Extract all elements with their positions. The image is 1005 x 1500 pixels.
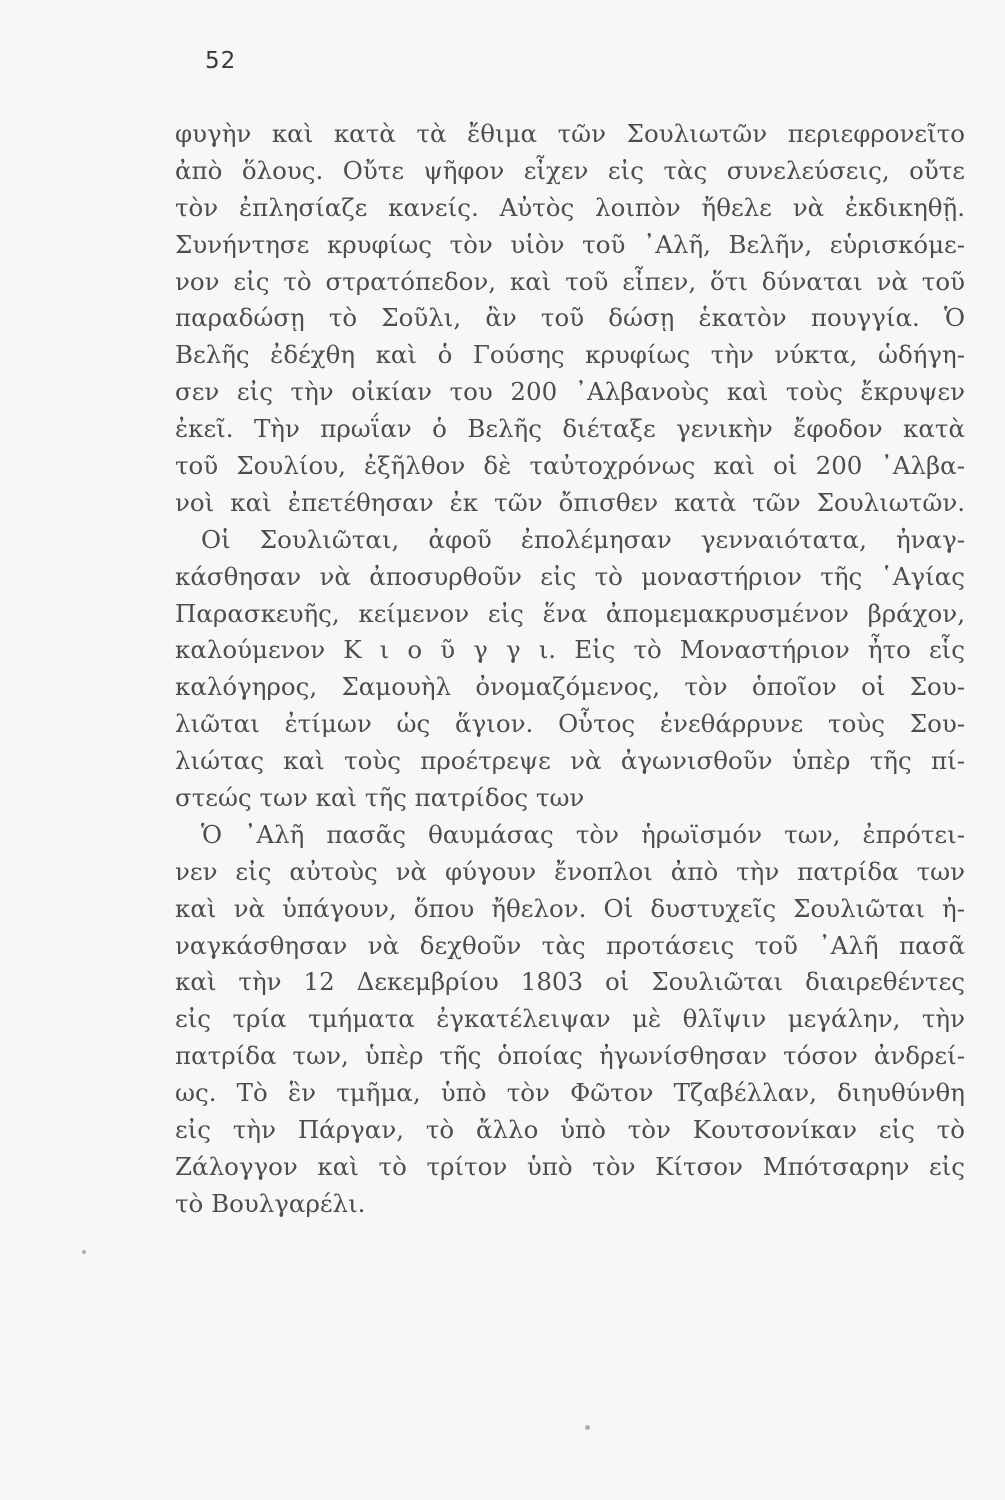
- text-line: νον εἰς τὸ στρατόπεδον, καὶ τοῦ εἶπεν, ὅτι δύναται νὰ τοῦ: [175, 266, 965, 296]
- paper-speck: [82, 1250, 86, 1254]
- text-line: νεν εἰς αὐτοὺς νὰ φύγουν ἔνοπλοι ἀπὸ τὴν πατρίδα των: [175, 856, 965, 886]
- paragraph-2: [175, 522, 965, 817]
- text-line: Ὁ ᾿Αλῆ πασᾶς θαυμάσας τὸν ἡρωϊσμόν των, ἐπρότει-: [201, 819, 965, 849]
- text-line: ἐκεῖ. Τὴν πρωΐαν ὁ Βελῆς διέταξε γενικὴν ἔφοδον κατὰ: [175, 414, 965, 444]
- text-line: παραδώσῃ τὸ Σοῦλι, ἂν τοῦ δώσῃ ἑκατὸν πουγγία. Ὁ: [175, 303, 965, 333]
- text-line: τὸν ἐπλησίαζε κανείς. Αὐτὸς λοιπὸν ἤθελε νὰ ἐκδικηθῇ.: [175, 192, 965, 222]
- page-number: 52: [205, 48, 237, 74]
- text-line: νοὶ καὶ ἐπετέθησαν ἐκ τῶν ὄπισθεν κατὰ τῶν Σουλιωτῶν.: [175, 487, 965, 517]
- text-line: κάσθησαν νὰ ἀποσυρθοῦν εἰς τὸ μοναστήριον τῆς ῾Αγίας: [175, 561, 965, 591]
- paragraph-1: [175, 116, 965, 522]
- text-line: εἰς τρία τμήματα ἐγκατέλειψαν μὲ θλῖψιν μεγάλην, τὴν: [175, 1004, 965, 1034]
- text-line: καὶ νὰ ὑπάγουν, ὅπου ἤθελον. Οἱ δυστυχεῖς Σουλιῶται ἠ-: [175, 893, 965, 923]
- text-line: καλόγηρος, Σαμουὴλ ὀνομαζόμενος, τὸν ὁποῖον οἱ Σου-: [175, 672, 965, 702]
- text-line: λιώτας καὶ τοὺς προέτρεψε νὰ ἀγωνισθοῦν ὑπὲρ τῆς πί-: [175, 746, 965, 776]
- text-line: φυγὴν καὶ κατὰ τὰ ἔθιμα τῶν Σουλιωτῶν περιεφρονεῖτο: [175, 119, 965, 148]
- text-line: Παρασκευῆς, κείμενον εἰς ἕνα ἀπομεμακρυσμένον βράχον,: [175, 598, 965, 628]
- text-line: ως. Τὸ ἓν τμῆμα, ὑπὸ τὸν Φῶτον Τζαβέλλαν, διηυθύνθη: [175, 1078, 965, 1108]
- text-line: τοῦ Σουλίου, ἐξῆλθον δὲ ταὐτοχρόνως καὶ οἱ 200 ᾿Αλβα-: [175, 451, 965, 481]
- text-line: λιῶται ἐτίμων ὡς ἅγιον. Οὗτος ἐνεθάρρυνε τοὺς Σου-: [175, 709, 965, 739]
- text-line: τὸ Βουλγαρέλι.: [175, 1188, 366, 1218]
- text-line: καλούμενον Κ ι ο ῦ γ γ ι. Εἰς τὸ Μοναστήριον ἦτο εἷς: [175, 635, 965, 665]
- text-line: Ζάλογγον καὶ τὸ τρίτον ὑπὸ τὸν Κίτσον Μπότσαρην εἰς: [175, 1151, 965, 1181]
- text-line: ναγκάσθησαν νὰ δεχθοῦν τὰς προτάσεις τοῦ ᾿Αλῆ πασᾶ: [175, 930, 965, 960]
- paper-speck: [585, 1425, 590, 1430]
- text-line: στεώς των καὶ τῆς πατρίδος των: [175, 783, 585, 813]
- text-line: Οἱ Σουλιῶται, ἀφοῦ ἐπολέμησαν γενναιότατα, ἠναγ-: [201, 524, 965, 554]
- text-line: εἰς τὴν Πάργαν, τὸ ἄλλο ὑπὸ τὸν Κουτσονίκαν εἰς τὸ: [175, 1115, 965, 1145]
- text-line: σεν εἰς τὴν οἰκίαν του 200 ᾿Αλβανοὺς καὶ τοὺς ἔκρυψεν: [175, 377, 965, 407]
- text-line: Βελῆς ἐδέχθη καὶ ὁ Γούσης κρυφίως τὴν νύκτα, ὡδήγη-: [175, 340, 965, 370]
- text-line: ἀπὸ ὅλους. Οὔτε ψῆφον εἶχεν εἰς τὰς συνελεύσεις, οὔτε: [175, 155, 965, 185]
- text-line: καὶ τὴν 12 Δεκεμβρίου 1803 οἱ Σουλιῶται διαιρεθέντες: [175, 967, 965, 997]
- body-text: [175, 116, 965, 1223]
- text-line: Συνήντησε κρυφίως τὸν υἱὸν τοῦ ᾿Αλῆ, Βελῆν, εὑρισκόμε-: [175, 229, 965, 259]
- paragraph-3: [175, 817, 965, 1223]
- text-line: πατρίδα των, ὑπὲρ τῆς ὁποίας ἠγωνίσθησαν τόσον ἀνδρεί-: [175, 1041, 965, 1071]
